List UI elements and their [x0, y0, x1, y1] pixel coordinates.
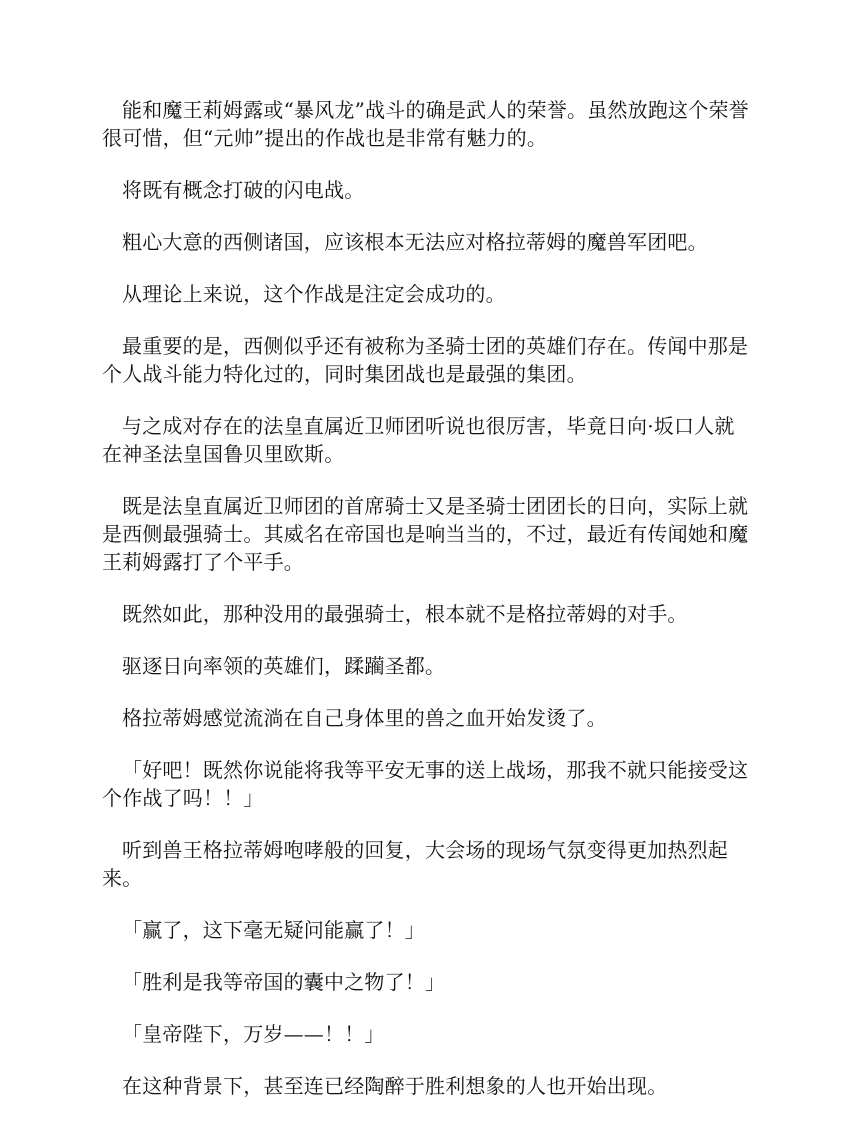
dialogue-2: 「赢了，这下毫无疑问能赢了！」: [122, 918, 425, 942]
paragraph-4: 从理论上来说，这个作战是注定会成功的。: [122, 282, 506, 306]
paragraph-16: 在这种背景下，甚至连已经陶醉于胜利想象的人也开始出现。: [122, 1074, 668, 1098]
paragraph-1: 能和魔王莉姆露或“暴风龙”战斗的确是武人的荣誉。虽然放跑这个荣誉很可惜，但“元帅”提出的作战也是非常有魅力的。: [102, 98, 749, 150]
paragraph-10: 格拉蒂姆感觉流淌在自己身体里的兽之血开始发烫了。: [122, 706, 607, 730]
paragraph-5: 最重要的是，西侧似乎还有被称为圣骑士团的英雄们存在。传闻中那是个人战斗能力特化过的，同时集团战也是最强的集团。: [102, 334, 749, 386]
paragraph-6: 与之成对存在的法皇直属近卫师团听说也很厉害，毕竟日向·坂口人就在神圣法皇国鲁贝里欧斯。: [102, 414, 735, 466]
paragraph-7: 既是法皇直属近卫师团的首席骑士又是圣骑士团团长的日向，实际上就是西侧最强骑士。其威名在帝国也是响当当的，不过，最近有传闻她和魔王莉姆露打了个平手。: [102, 494, 749, 574]
dialogue-3: 「胜利是我等帝国的囊中之物了！」: [122, 970, 446, 994]
paragraph-2: 将既有概念打破的闪电战。: [122, 178, 365, 202]
document-body: [102, 96, 754, 1124]
paragraph-12: 听到兽王格拉蒂姆咆哮般的回复，大会场的现场气氛变得更加热烈起来。: [102, 838, 728, 890]
paragraph-8: 既然如此，那种没用的最强骑士，根本就不是格拉蒂姆的对手。: [122, 602, 688, 626]
paragraph-9: 驱逐日向率领的英雄们，蹂躏圣都。: [122, 654, 446, 678]
dialogue-1: 「好吧！既然你说能将我等平安无事的送上战场，那我不就只能接受这个作战了吗！！」: [102, 758, 749, 810]
paragraph-3: 粗心大意的西侧诸国，应该根本无法应对格拉蒂姆的魔兽军团吧。: [122, 230, 708, 254]
dialogue-4: 「皇帝陛下，万岁——！！」: [122, 1022, 385, 1046]
